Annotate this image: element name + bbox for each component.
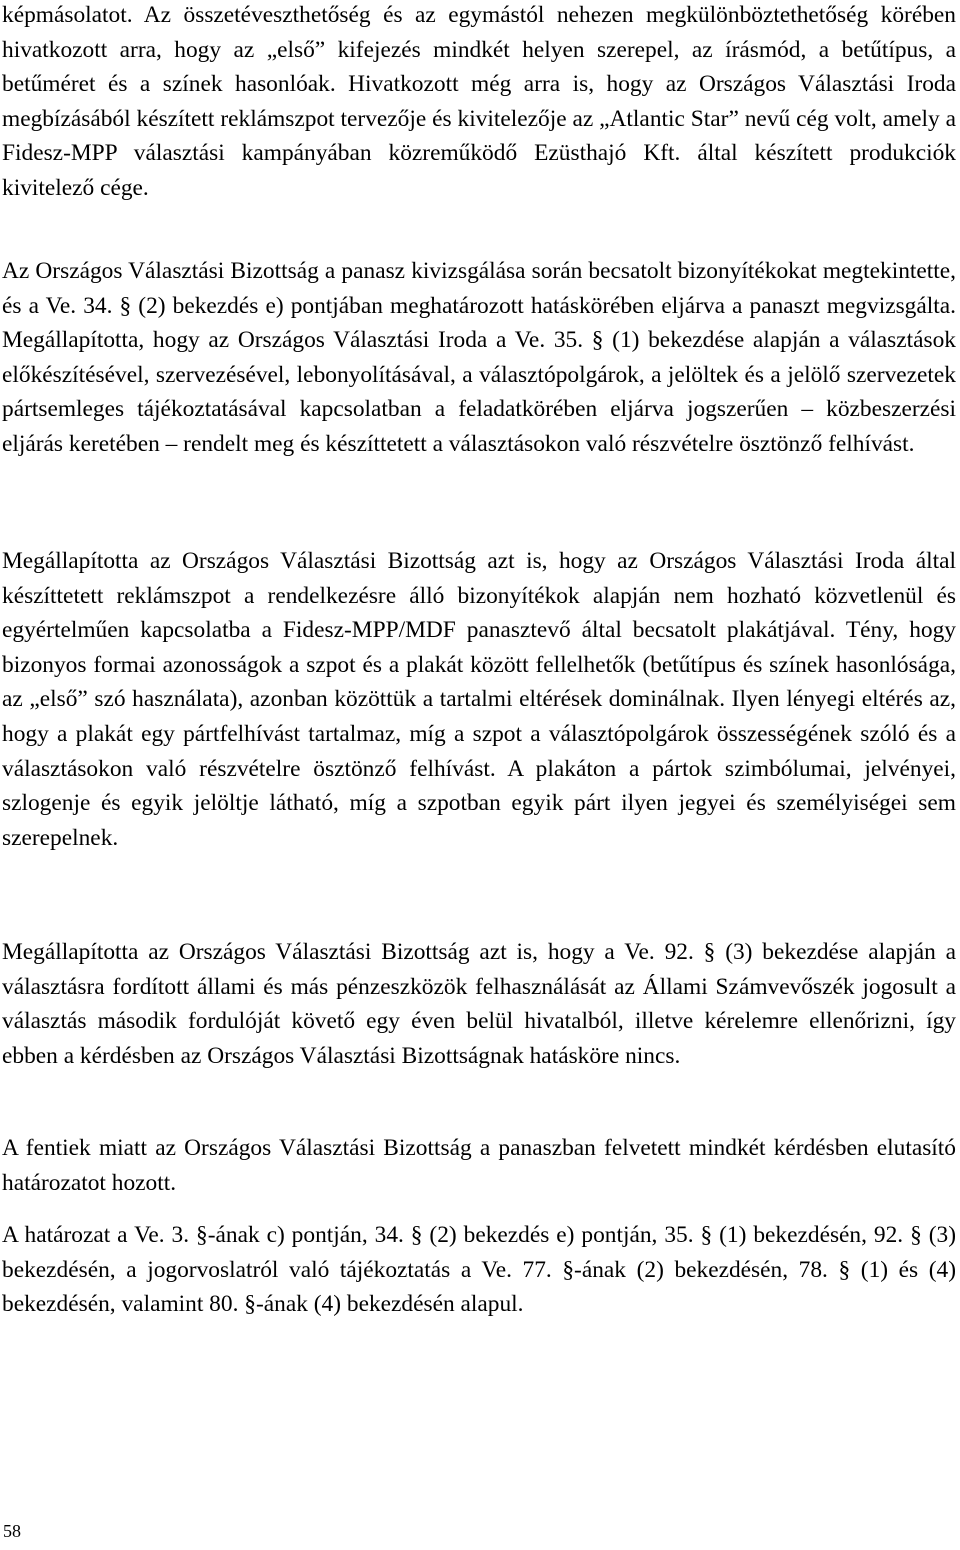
page-number: 58 xyxy=(3,1521,21,1541)
paragraph-2: Az Országos Választási Bizottság a panasz kivizsgálása során becsatolt bizonyítékokat megtekintette, és a Ve. 34. § (2) bekezdés e) pontjában meghatározott hatáskörében eljárva a panaszt megvizsgálta. Megállapította, hogy az Országos Választási Iroda a Ve. 35. § (1) bekezdése alapján a választások előkészítésével, szervezésével, lebonyolításával, a választópolgárok, a jelöltek és a jelölő szervezetek pártsemleges tájékoztatásával kapcsolatban a feladatkörében eljárva jogszerűen – közbeszerzési eljárás keretében – rendelt meg és készíttetett a választásokon való részvételre ösztönző felhívást. xyxy=(2,258,956,457)
paragraph-1: képmásolatot. Az összetéveszthetőség és az egymástól nehezen megkülönböztethetőség körében hivatkozott arra, hogy az „első” kifejezés mindkét helyen szerepel, az írásmód, a betűtípus, a betűméret és a színek hasonlóak. Hivatkozott még arra is, hogy az Országos Választási Iroda megbízásából készített reklámszpot tervezője és kivitelezője az „Atlantic Star” nevű cég volt, amely a Fidesz-MPP választási kampányában közreműködő Ezüsthajó Kft. által készített produkciók kivitelező cége. xyxy=(2,2,956,201)
paragraph-6: A határozat a Ve. 3. §-ának c) pontján, 34. § (2) bekezdés e) pontján, 35. § (1) bekezdésén, 92. § (3) bekezdésén, a jogorvoslatról való tájékoztatás a Ve. 77. §-ának (2) bekezdésén, 78. § (1) és (4) bekezdésén, valamint 80. §-ának (4) bekezdésén alapul. xyxy=(2,1222,956,1318)
paragraph-5: A fentiek miatt az Országos Választási Bizottság a panaszban felvetett mindkét kérdésben elutasító határozatot hozott. xyxy=(2,1135,956,1196)
paragraph-3: Megállapította az Országos Választási Bizottság azt is, hogy az Országos Választási Iroda által készíttetett reklámszpot a rendelkezésre álló bizonyítékok alapján nem hozható közvetlenül és egyértelműen kapcsolatba a Fidesz-MPP/MDF panasztevő által becsatolt plakátjával. Tény, hogy bizonyos formai azonosságok a szpot és a plakát között fellelhetők (betűtípus és színek hasonlósága, az „első” szó használata), azonban közöttük a tartalmi eltérések dominálnak. Ilyen lényegi eltérés az, hogy a plakát egy pártfelhívást tartalmaz, míg a szpot a választópolgárok összességének szóló és a választásokon való részvételre ösztönző felhívást. A plakáton a pártok szimbólumai, jelvényei, szlogenje és egyik jelöltje látható, míg a szpotban egyik párt ilyen jegyei és személyiségei sem szerepelnek. xyxy=(2,548,956,851)
paragraph-4: Megállapította az Országos Választási Bizottság azt is, hogy a Ve. 92. § (3) bekezdése alapján a választásra fordított állami és más pénzeszközök felhasználását az Állami Számvevőszék jogosult a választás második fordulóját követő egy éven belül hivatalból, illetve kérelemre ellenőrizni, így ebben a kérdésben az Országos Választási Bizottságnak hatásköre nincs. xyxy=(2,939,956,1069)
